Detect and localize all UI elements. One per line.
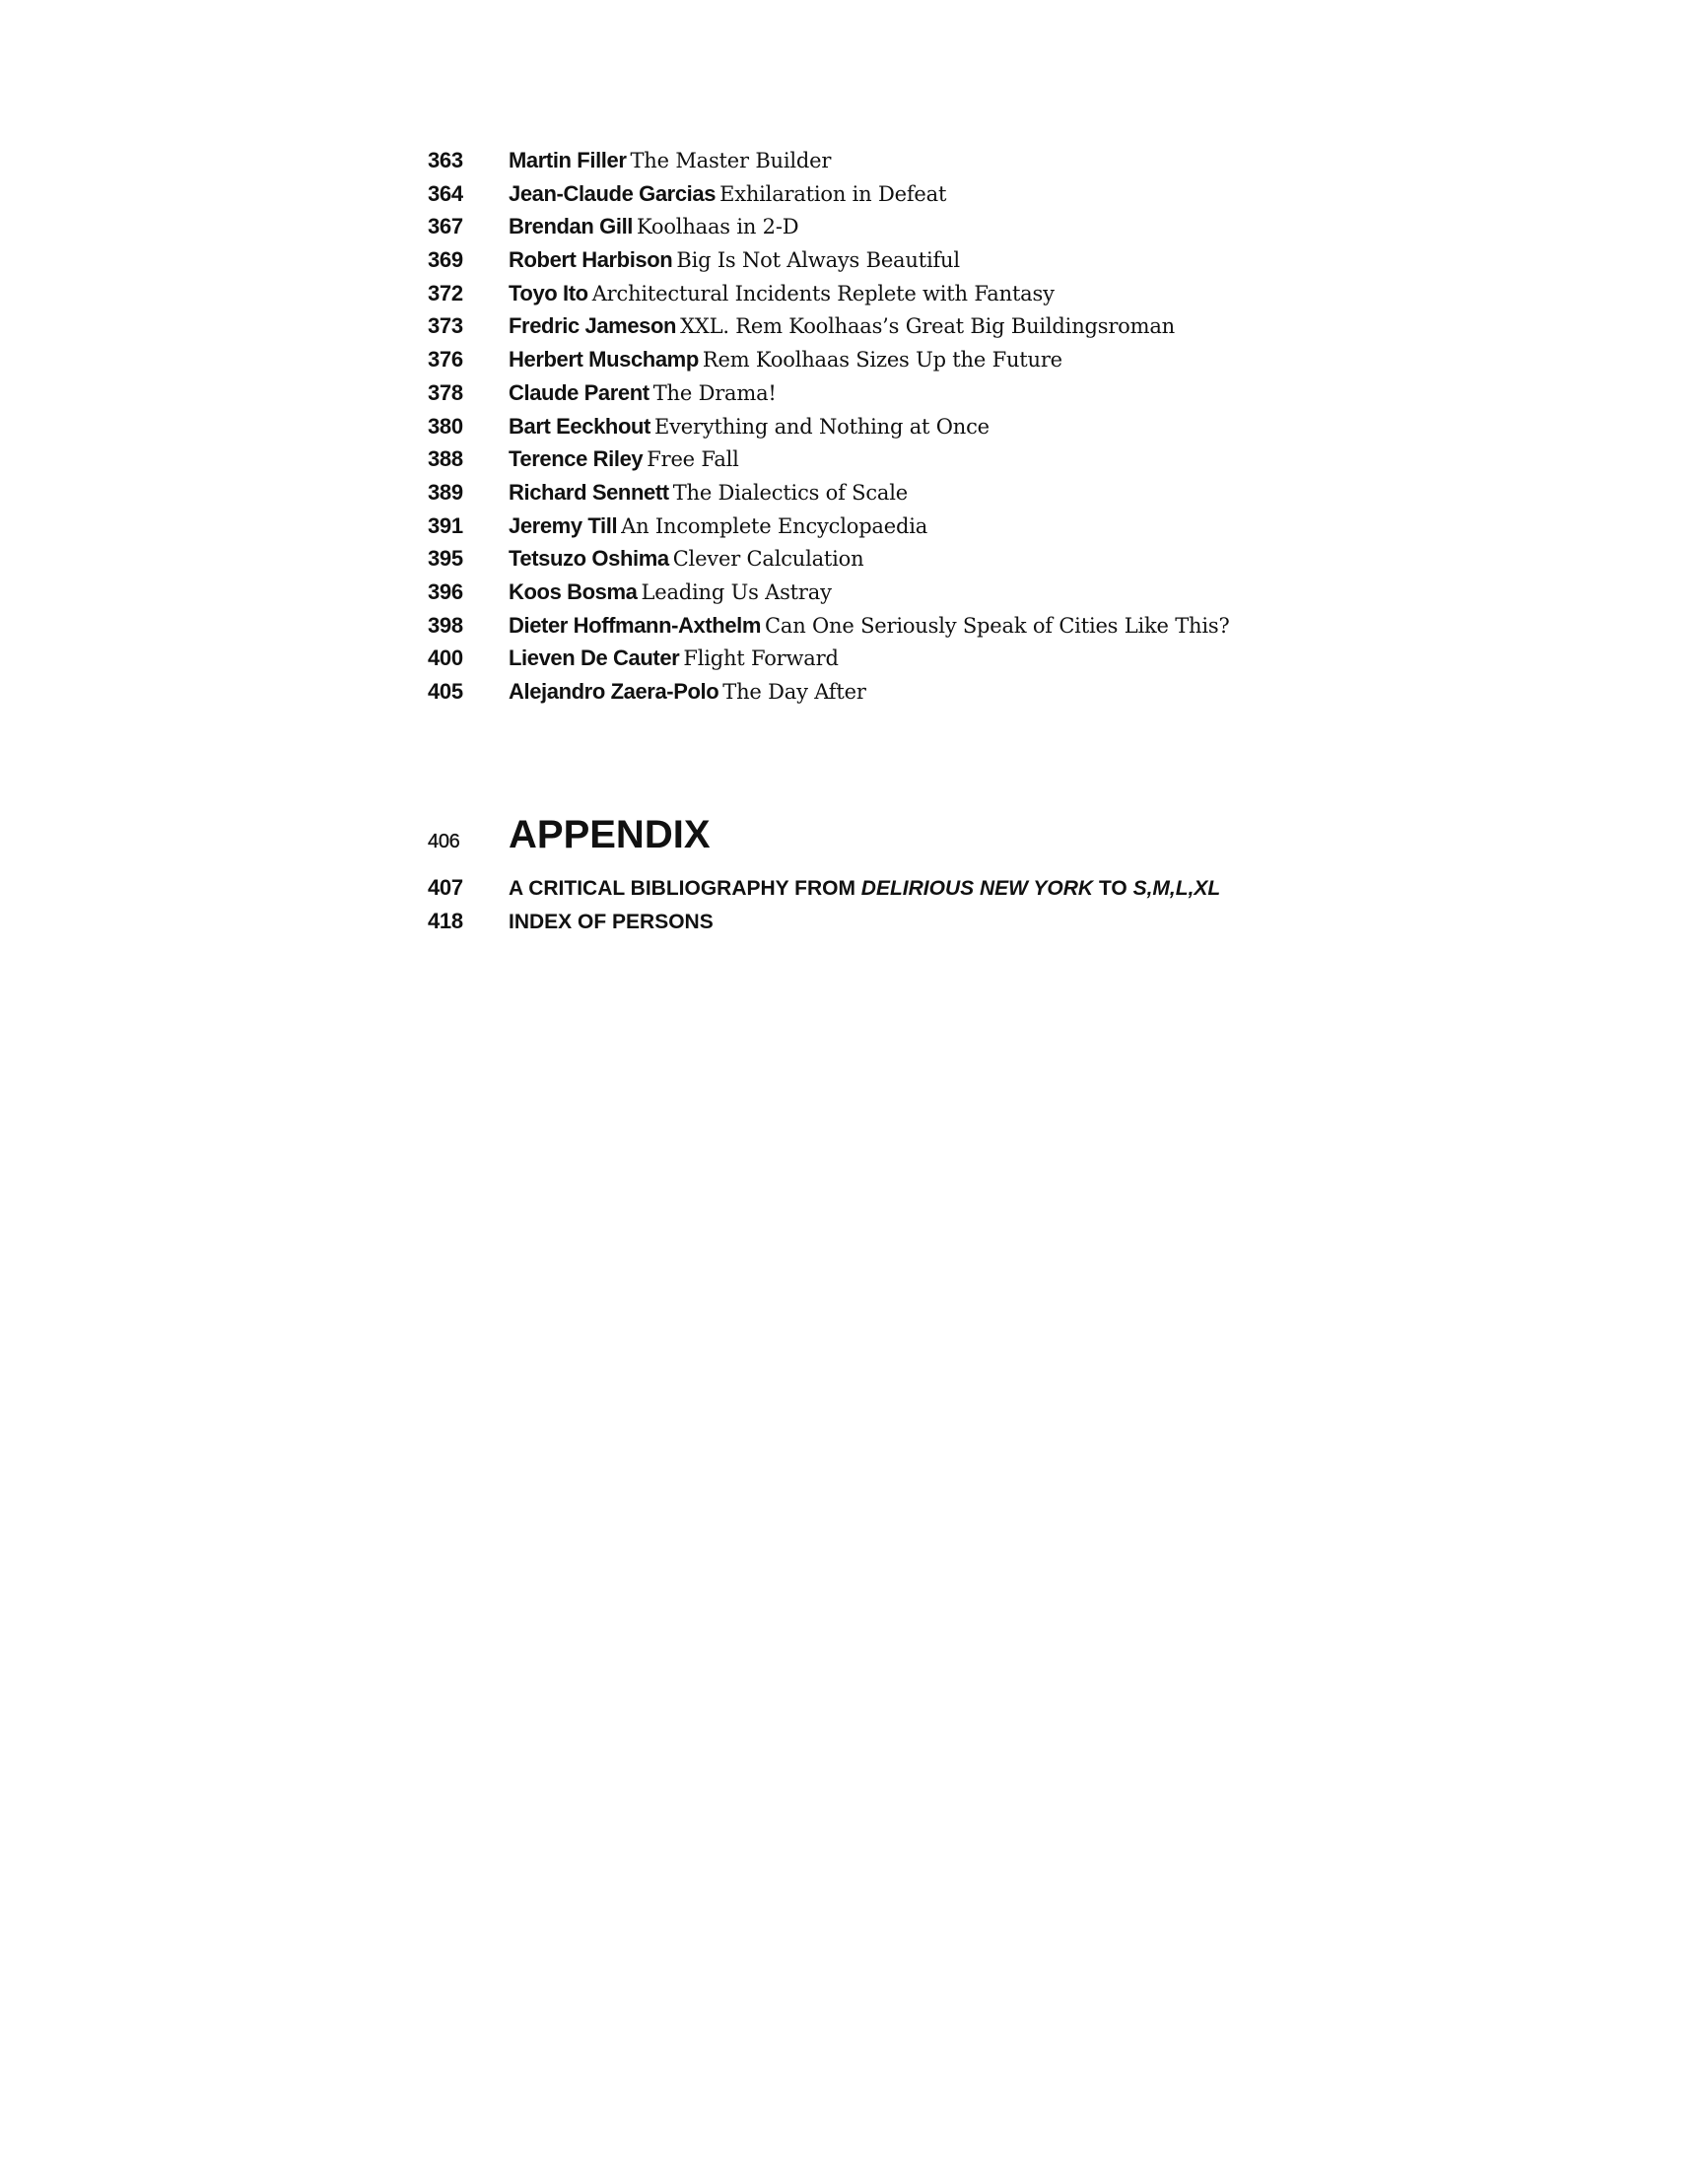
author-name: Herbert Muschamp (509, 347, 699, 373)
essay-title: Everything and Nothing at Once (653, 414, 990, 439)
toc-entry[interactable] (428, 609, 1512, 643)
essay-title: An Incomplete Encyclopaedia (621, 513, 928, 538)
toc-entry[interactable] (428, 576, 1512, 609)
page-number: 398 (428, 612, 463, 638)
essay-title: Clever Calculation (672, 547, 864, 572)
toc-entry-index[interactable] (428, 905, 1512, 938)
author-name: Terence Riley (509, 446, 644, 472)
page-number: 364 (428, 180, 463, 206)
essay-title: The Day After (722, 680, 866, 704)
author-name: Robert Harbison (509, 247, 673, 273)
author-name: Claude Parent (509, 379, 649, 405)
page-number: 389 (428, 479, 463, 505)
author-name: Bart Eeckhout (509, 413, 650, 439)
essay-title: Architectural Incidents Replete with Fantasy (591, 281, 1055, 306)
book-title-italic: DELIRIOUS NEW YORK (860, 877, 1094, 900)
entry-text-middle: TO (1098, 877, 1127, 900)
page-number: 395 (428, 546, 463, 572)
author-name: Brendan Gill (509, 214, 633, 239)
appendix-section (428, 808, 1512, 937)
page-number: 376 (428, 347, 463, 373)
page-number: 380 (428, 413, 463, 439)
toc-entry-bibliography[interactable] (428, 871, 1512, 905)
author-name: Jeremy Till (509, 512, 618, 538)
book-title-italic: S,M,L,XL (1132, 877, 1221, 900)
author-name: Alejandro Zaera-Polo (509, 679, 719, 704)
toc-entry[interactable] (428, 509, 1512, 543)
toc-entry[interactable] (428, 277, 1512, 310)
author-name: Martin Filler (509, 148, 627, 172)
section-title: APPENDIX (509, 813, 711, 856)
page-number: 406 (428, 831, 460, 852)
essay-title: Big Is Not Always Beautiful (676, 248, 960, 273)
author-name: Lieven De Cauter (509, 645, 680, 671)
page-number: 372 (428, 280, 463, 306)
page-number: 405 (428, 679, 463, 704)
page-number: 407 (428, 875, 463, 900)
essay-title: Koolhaas in 2-D (637, 215, 799, 239)
page-number: 378 (428, 379, 463, 405)
appendix-list (428, 871, 1512, 937)
author-name: Toyo Ito (509, 280, 588, 306)
toc-entry[interactable] (428, 476, 1512, 509)
entry-text: INDEX OF PERSONS (509, 910, 714, 933)
essay-title: Can One Seriously Speak of Cities Like This? (765, 613, 1230, 638)
essay-title: Flight Forward (683, 646, 839, 671)
toc-entry[interactable] (428, 675, 1512, 709)
essay-title: The Master Builder (630, 149, 832, 172)
page-number: 388 (428, 446, 463, 472)
toc-entry[interactable] (428, 177, 1512, 211)
page-number: 373 (428, 313, 463, 339)
essay-title: Exhilaration in Defeat (719, 181, 947, 206)
page-number: 367 (428, 214, 463, 239)
page-number: 369 (428, 247, 463, 273)
author-name: Richard Sennett (509, 479, 669, 505)
page-number: 400 (428, 645, 463, 671)
essay-title: The Drama! (652, 380, 777, 405)
page-number: 363 (428, 148, 463, 172)
author-name: Dieter Hoffmann-Axthelm (509, 612, 762, 638)
appendix-heading[interactable] (428, 808, 1512, 861)
toc-entry[interactable] (428, 410, 1512, 443)
page-number: 396 (428, 578, 463, 604)
essay-title: Free Fall (647, 447, 739, 472)
essay-title: XXL. Rem Koolhaas’s Great Big Buildingsroman (680, 314, 1175, 339)
toc-entry[interactable] (428, 309, 1512, 343)
toc-entry[interactable] (428, 642, 1512, 675)
essay-title: The Dialectics of Scale (672, 480, 908, 505)
entry-text (509, 877, 1220, 900)
author-name: Koos Bosma (509, 578, 638, 604)
contents-list (428, 144, 1512, 709)
essay-title: Rem Koolhaas Sizes Up the Future (702, 348, 1062, 373)
entry-text-before: A CRITICAL BIBLIOGRAPHY FROM (509, 877, 855, 900)
author-name: Tetsuzo Oshima (509, 546, 669, 572)
author-name: Fredric Jameson (509, 313, 677, 339)
toc-entry[interactable] (428, 144, 1512, 177)
toc-entry[interactable] (428, 442, 1512, 476)
author-name: Jean-Claude Garcias (509, 180, 717, 206)
page-number: 418 (428, 908, 463, 933)
page-number: 391 (428, 512, 463, 538)
toc-entry[interactable] (428, 210, 1512, 243)
toc-entry[interactable] (428, 542, 1512, 576)
toc-entry[interactable] (428, 243, 1512, 277)
essay-title: Leading Us Astray (641, 579, 832, 604)
toc-entry[interactable] (428, 343, 1512, 376)
toc-entry[interactable] (428, 376, 1512, 410)
